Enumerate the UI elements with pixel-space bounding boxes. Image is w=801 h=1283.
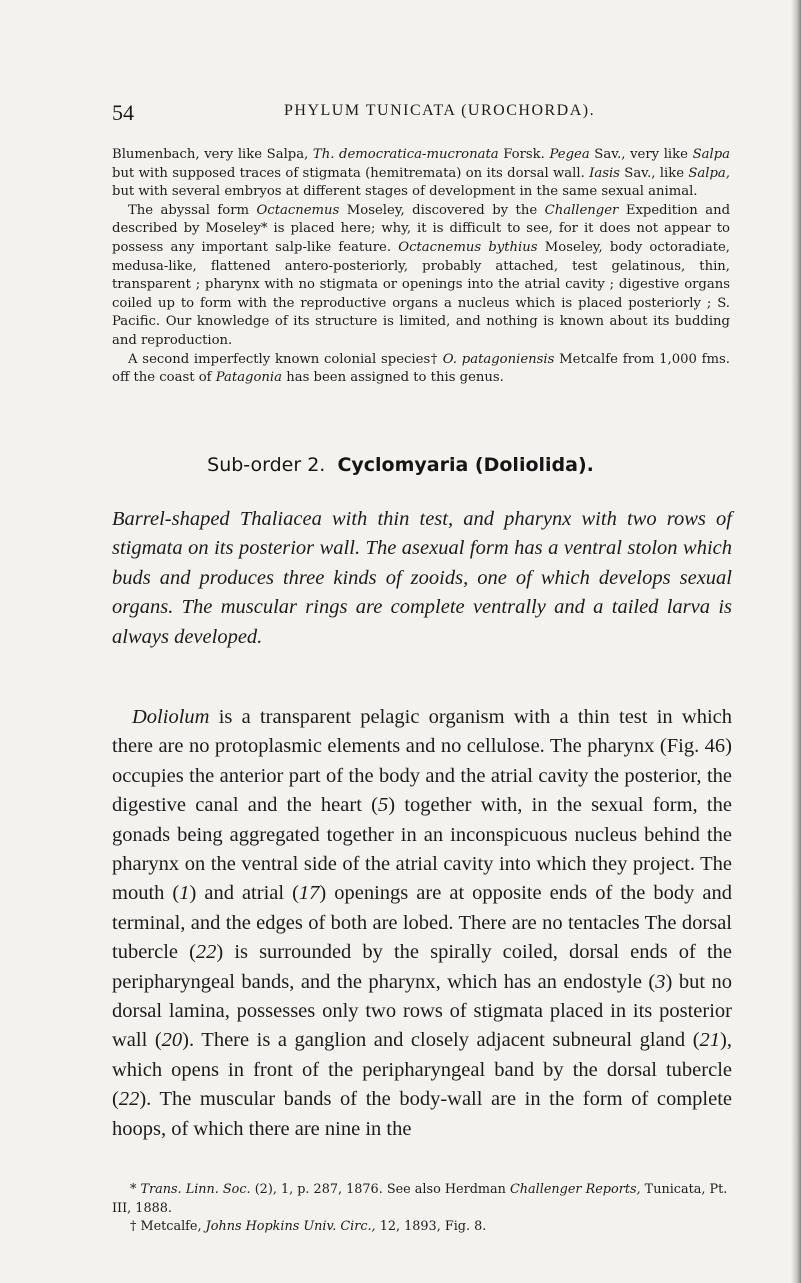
page-edge-shadow — [791, 0, 801, 1283]
suborder-diagnosis: Barrel-shaped Thaliacea with thin test, and pharynx with two rows of stigmata on its posterior wall. The asexual form has a ventral stolon which buds and produces three kinds of zooids, one of which develops sexual organs. The muscular rings are complete ventrally and a tailed larva is always developed. — [112, 508, 732, 648]
footnotes — [112, 1181, 732, 1237]
intro-paragraph-1: Blumenbach, very like Salpa, Th. democratica-mucronata Forsk. Pegea Sav., very like Salpa but with supposed traces of stigmata (hemitremata) on its dorsal wall. Iasis Sav., like Salpa, but with several embryos at different stages of development in the same sexual animal. — [112, 147, 730, 200]
suborder-heading — [0, 454, 801, 476]
intro-text — [112, 146, 730, 388]
running-title: PHYLUM TUNICATA (UROCHORDA). — [284, 102, 596, 119]
footnote-2: † Metcalfe, Johns Hopkins Univ. Circ., 12, 1893, Fig. 8. — [130, 1219, 487, 1234]
page-header — [112, 100, 732, 130]
intro-paragraph-3: A second imperfectly known colonial species† O. patagoniensis Metcalfe from 1,000 fms. off the coast of Patagonia has been assigned to this genus. — [112, 351, 730, 386]
suborder-name: Cyclomyaria (Doliolida). — [337, 454, 594, 476]
doliolum-paragraph: Doliolum is a transparent pelagic organism with a thin test in which there are no protoplasmic elements and no cellulose. The pharynx (Fig. 46) occupies the anterior part of the body and the atrial cavity the posterior, the digestive canal and the heart (5) together with, in the sexual form, the gonads being aggregated together in an inconspicuous nucleus behind the pharynx on the ventral side of the atrial cavity into which they project. The mouth (1) and atrial (17) openings are at opposite ends of the body and terminal, and the edges of both are lobed. There are no tentacles The dorsal tubercle (22) is surrounded by the spirally coiled, dorsal ends of the peripharyngeal bands, and the pharynx, which has an endostyle (3) but no dorsal lamina, possesses only two rows of stigmata placed in its posterior wall (20). There is a ganglion and closely adjacent subneural gland (21), which opens in front of the peripharyngeal band by the dorsal tubercle (22). The muscular bands of the body-wall are in the form of complete hoops, of which there are nine in the — [112, 706, 733, 1140]
footnote-1: * Trans. Linn. Soc. (2), 1, p. 287, 1876. See also Herdman Challenger Reports, Tunicata, Pt. III, 1888. — [112, 1182, 728, 1216]
intro-paragraph-2: The abyssal form Octacnemus Moseley, discovered by the Challenger Expedition and described by Moseley* is placed here; why, it is difficult to see, for it does not appear to possess any important salp-like feature. Octacnemus bythius Moseley, body octoradiate, medusa-like, flattened antero-posteriorly, probably attached, test gelatinous, thin, transparent ; pharynx with no stigmata or openings into the atrial cavity ; digestive organs coiled up to form with the reproductive organs a nucleus which is placed posteriorly ; S. Pacific. Our knowledge of its structure is limited, and nothing is known about its budding and reproduction. — [112, 202, 731, 348]
suborder-prefix: Sub-order 2. — [207, 454, 326, 476]
main-text — [112, 703, 732, 1144]
page-number: 54 — [112, 100, 134, 125]
